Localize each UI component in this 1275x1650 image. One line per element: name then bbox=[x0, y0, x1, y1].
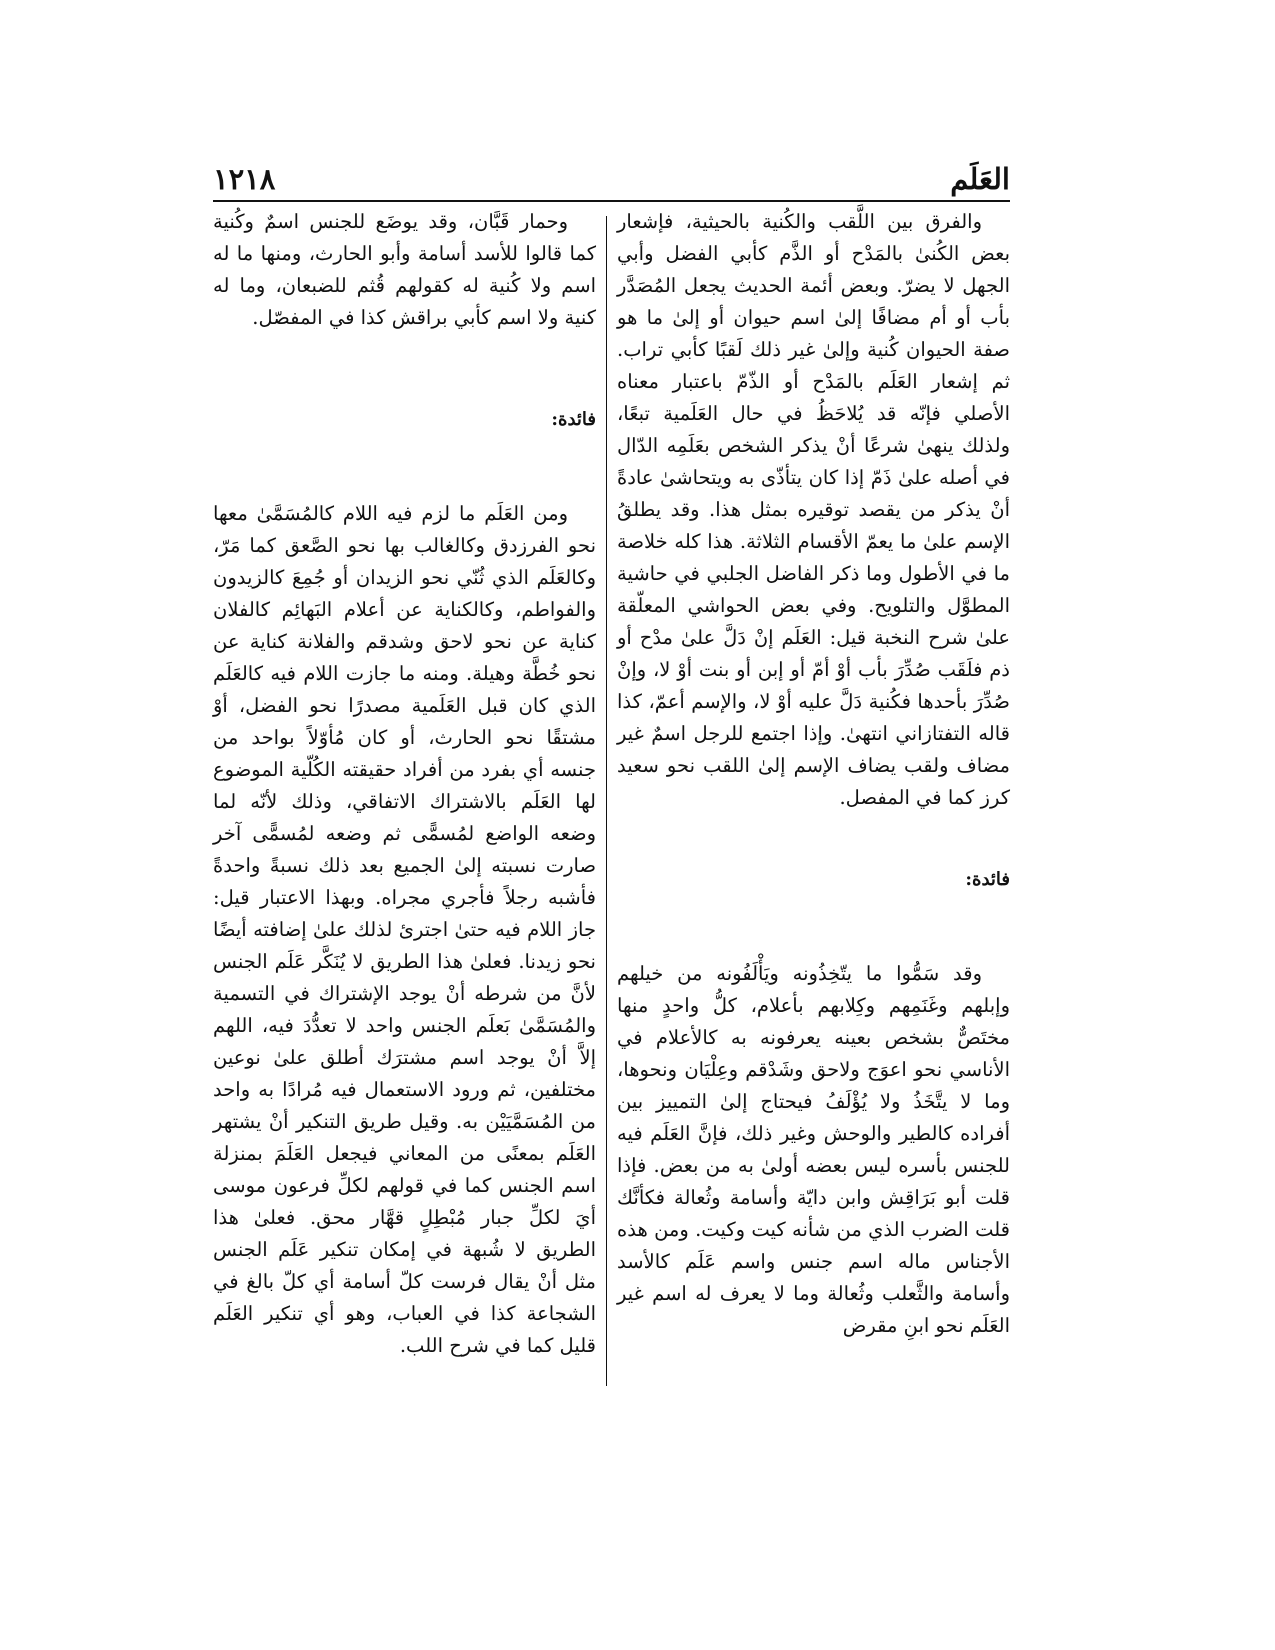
page-number: ١٢١٨ bbox=[213, 162, 276, 196]
left-section-heading: فائدة: bbox=[551, 409, 596, 430]
left-paragraph-1: وحمار قَبَّان، وقد يوضَع للجنس اسمٌ وكُنية كما قالوا للأسد أسامة وأبو الحارث، ومنها ما له اسم ولا كُنية له كقولهم قُثم للضبعان، وما له كنية ولا اسم كأبي براقش كذا في المفصّل. bbox=[213, 210, 596, 329]
right-column bbox=[617, 206, 1010, 1342]
header-rule bbox=[213, 200, 1010, 202]
right-paragraph-2: وقد سَمُّوا ما يتّخِذُونه ويَأْلَفُونه من خيلهم وإبلهم وغَنَمِهم وكِلابهم بأعلام، كلُّ واحدٍ منها مختَصٌّ بشخص بعينه يعرفونه به كالأعلام في الأناسي نحو اعوَج ولاحق وشَدْقم وعِلْيَان ونحوها، وما لا يتَّخَذُ ولا يُؤْلَفُ فيحتاج إلىٰ التمييز بين أفراده كالطير والوحش وغير ذلك، فإنَّ العَلَم فيه للجنس بأسره ليس بعضه أولىٰ به من بعض. فإذا قلت أبو بَرَاقِش وابن دايّة وأسامة وثُعالة فكأنَّك قلت الضرب الذي من شأنه كيت وكيت. ومن هذه الأجناس ماله اسم جنس واسم عَلَم كالأسد وأسامة والثَّعلب وثُعالة وما لا يعرف له اسم غير العَلَم نحو ابنِ مقرض bbox=[617, 962, 1010, 1337]
right-section-heading: فائدة: bbox=[965, 869, 1010, 890]
left-paragraph-2: ومن العَلَم ما لزم فيه اللام كالمُسَمَّىٰ معها نحو الفرزدق وكالغالب بها نحو الصَّعق كما مَرّ، وكالعَلَم الذي ثُنّي نحو الزيدان أو جُمِعَ كالزيدون والفواطم، وكالكناية عن أعلام البَهائِم كالفلان كناية عن نحو لاحق وشدقم والفلانة كناية عن نحو خُطَّة وهيلة. ومنه ما جازت اللام فيه كالعَلَم الذي كان قبل العَلَمية مصدرًا نحو الفضل، أوْ مشتقًا نحو الحارث، أو كان مُأوّلاً بواحد من جنسه أي بفرد من أفراد حقيقته الكُلّية الموضوع لها العَلَم بالاشتراك الاتفاقي، وذلك لأنّه لما وضعه الواضع لمُسمًّى ثم وضعه لمُسمًّى آخر صارت نسبته إلىٰ الجميع بعد ذلك نسبةً واحدةً فأشبه رجلاً فأجري مجراه. وبهذا الاعتبار قيل: جاز اللام فيه حتىٰ اجترئ لذلك علىٰ إضافته أيضًا نحو زيدنا. فعلىٰ هذا الطريق لا يُنَكَّر عَلَم الجنس لأنَّ من شرطه أنْ يوجد الإشتراك في التسمية والمُسَمَّىٰ بَعلَم الجنس واحد لا تعدُّدَ فيه، اللهم إلاَّ أنْ يوجد اسم مشترَك أطلق علىٰ نوعين مختلفين، ثم ورود الاستعمال فيه مُرادًا به واحد من المُسَمَّيَيْن به. وقيل طريق التنكير أنْ يشتهر العَلَم بمعنًى من المعاني فيجعل العَلَمَ بمنزلة اسم الجنس كما في قولهم لكلِّ فرعون موسى أيَ لكلِّ جبار مُبْطِلٍ قهَّار محق. فعلىٰ هذا الطريق لا شُبهة في إمكان تنكير عَلَم الجنس مثل أنْ يقال فرست كلّ أسامة أي كلّ بالغ في الشجاعة كذا في العباب، وهو أي تنكير العَلَم قليل كما في شرح اللب. bbox=[213, 502, 596, 1357]
right-paragraph-1: والفرق بين اللَّقب والكُنية بالحيثية، فإشعار بعض الكُنىٰ بالمَدْح أو الذَّم كأبي الفضل وأبي الجهل لا يضرّ. وبعض أئمة الحديث يجعل المُصَدَّر بأب أو أم مضافًا إلىٰ اسم حيوان أو إلىٰ ما هو صفة الحيوان كُنية وإلىٰ غير ذلك لَقبًا كأبي تراب. ثم إشعار العَلَم بالمَدْح أو الذّمّ باعتبار معناه الأصلي فإنّه قد يُلاحَظُ في حال العَلَمية تبعًا، ولذلك ينهىٰ شرعًا أنْ يذكر الشخص بعَلَمِه الدّال في أصله علىٰ ذَمّ إذا كان يتأذّى به ويتحاشىٰ عادةً أنْ يذكر من يقصد توقيره بمثل هذا. وقد يطلقُ الإسم علىٰ ما يعمّ الأقسام الثلاثة. هذا كله خلاصة ما في الأطول وما ذكر الفاضل الجلبي في حاشية المطوَّل والتلويح. وفي بعض الحواشي المعلّقة علىٰ شرح النخبة قيل: العَلَم إنْ دَلَّ علىٰ مدْح أو ذم فلَقَب صُدِّرَ بأب أوْ أمّ أو إبن أو بنت أوْ لا، وإنْ صُدِّرَ بأحدها فكُنية دَلَّ عليه أوْ لا، والإسم أعمّ، كذا قاله التفتازاني انتهىٰ. وإذا اجتمع للرجل اسمٌ غير مضاف ولقب يضاف الإسم إلىٰ اللقب نحو سعيد كرز كما في المفصل. bbox=[617, 210, 1010, 809]
column-divider bbox=[606, 216, 607, 1386]
running-title: العَلَم bbox=[950, 162, 1010, 196]
page-header bbox=[213, 162, 1010, 202]
left-column bbox=[213, 206, 596, 1362]
